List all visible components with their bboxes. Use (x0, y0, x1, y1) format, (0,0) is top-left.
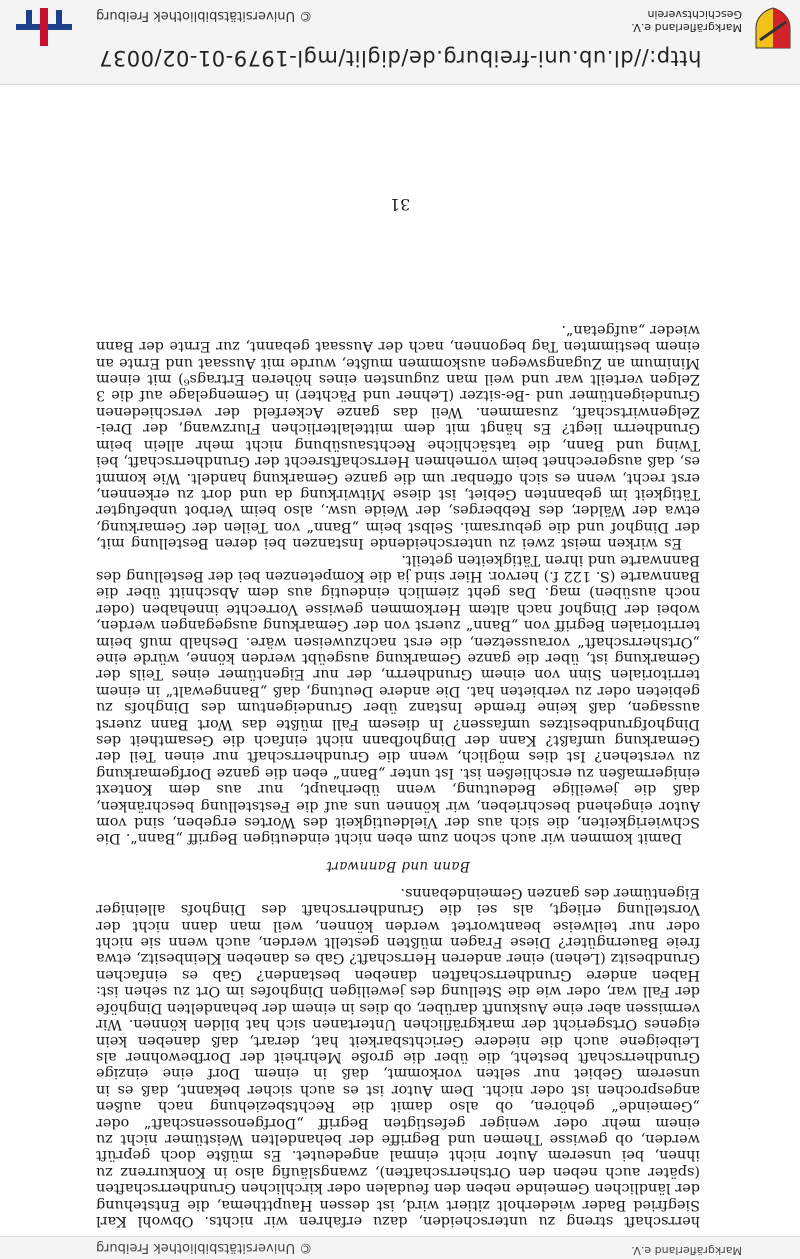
section-heading: Bann und Bannwart (326, 858, 470, 875)
document-page (96, 321, 700, 1229)
header-society-text: Markgräflerland e.V. (631, 1244, 742, 1257)
footer-bar (0, 0, 800, 85)
copyright-text: © Universitätsbibliothek Freiburg (96, 8, 313, 23)
paragraph: herrschaft streng zu unterscheiden, dazu erfahren wir nichts. Obwohl Karl Siegfried Bader wiederholt zitiert wird, ist dessen Hauptthema, die Entstehung der ländlichen Gemeinde neben den feudalen oder kirchlichen Grundherrschaften (später auch neben den Ortsherrschaften), zwangsläufig also in Konkurrenz zu ihnen, bei unserem Autor nicht einmal angedeutet. Es müßte doch geprüft werden, ob gewisse Themen und Begriffe der behandelten Weistümer nicht zu einem mehr oder weniger gefestigten Begriff „Dorfgenossenschaft“ oder „Gemeinde“ gehören, ob also damit die Rechtsbeziehung nach außen angesprochen ist oder nicht. Dem Autor ist es auch sicher bekannt, daß es in unserem Gebiet nur selten vorkommt, daß in einem Dorf eine einzige Grundherrschaft besteht, die über die große Mehrheit der Dorfbewohner als Leibeigene auch die niedere Gerichtsbarkeit hat, derart, daß daneben kein eigenes Ortsgericht der markgräflichen Untertanen sich hat bilden können. Wir vermissen aber eine Auskunft darüber, ob dies in einem der behandelten Dinghöfe der Fall war, oder wie die Stellung des jeweiligen Dinghofes im Ort zu sehen ist: Haben andere Grundherrschaften daneben bestanden? Gab es einfachen Grundbesitz (Lehen) einer anderen Herrschaft? Gab es daneben Kleinbesitz, etwa freie Bauerngüter? Diese Fragen müßten gestellt werden, auch wenn sie nicht oder nur teilweise beantwortet werden können, weil man dann nicht der Vorstellung erliegt, als sei die Grundherrschaft des Dinghofs alleiniger Eigentümer des ganzen Gemeindebanns. (96, 884, 700, 1229)
viewer-header-bar (0, 1236, 800, 1259)
paragraph: Damit kommen wir auch schon zum eben nicht eindeutigen Begriff „Bann“. Die Schwierigkeiten, die sich aus der Vieldeutigkeit des Wortes ergeben, sind vom Autor eingehend beschrieben, wir können uns auf die Feststellung beschränken, daß die jeweilige Bedeutung, wenn überhaupt, nur aus dem Kontext einigermaßen zu erschließen ist. Ist unter „Bann“ eben die ganze Dorfgemarkung zu verstehen? Ist dies möglich, wenn die Grundherrschaft nur einen Teil der Gemarkung umfaßt? Kann der Dinghofbann nicht einfach die Gesamtheit des Dinghofgrundbesitzes umfassen? In diesem Fall müßte das Wort Bann zuerst aussagen, daß keine fremde Instanz über Grundeigentum des Dinghofs zu gebieten oder zu verbieten hat. Die andere Deutung, daß „Banngewalt“ in einem territorialen Sinn von einem Grundherrn, der nur Eigentümer eines Teils der Gemarkung ist, über die ganze Gemarkung ausgeübt werden könne, würde eine „Ortsherrschaft“ voraussetzen, die erst nachzuweisen wäre. Deshalb muß beim territorialen Begriff von „Bann“ zuerst von der Gemarkung ausgegangen werden, wobei der Dinghof nach altem Herkommen gewisse Vorrechte innehaben (oder noch ausüben) mag. Das geht ziemlich eindeutig aus dem Abschnitt über die Bannwarte (S. 122 f.) hervor. Hier sind ja die Kompetenzen bei der Bestellung des Bannwarte und ihren Tätigkeiten geteilt. (96, 551, 700, 847)
society-name: Markgräflerland e.V. Geschichtsverein (631, 8, 742, 34)
coat-of-arms-icon (754, 6, 792, 50)
paragraph: Es wirken meist zwei zu unterscheidende Instanzen bei deren Bestellung mit, der Dinghof und die gebursami. Selbst beim „Bann“ von Teilen der Gemarkung, etwa der Wälder, des Rebberges, der Weide usw., also beim Verbot unbefugter Tätigkeit im gebannten Gebiet, ist diese Mitwirkung da und dort zu erkennen, erst recht, wenn es sich offenbar um die ganze Gemarkung handelt. Wie kommt es, daß ausgerechnet beim vornehmen Herrschaftsrecht der Grundherrschaft, bei Twing und Bann, die tatsächliche Rechtsausübung nicht mehr allein beim Grundherrn liegt? Es hängt mit dem mittelalterlichen Flurzwang, der Drei-Zelgenwirtschaft, zusammen. Weil das ganze Ackerfeld der verschiedenen Grundeigentümer und -Be-sitzer (Lehner und Pächter) in Gemengelage auf die 3 Zelgen verteilt war und weil man zugunsten eines höheren Ertrags⁶) mit einem Minimum an Zugangswegen auskommen mußte, wurde mit Aussaat und Ernte an einem bestimmten Tag begonnen, nach der Aussaat gebannt, zur Ernte der Bann wieder „aufgetan“. (96, 321, 700, 552)
ub-freiburg-logo-icon (12, 6, 76, 48)
permalink-url[interactable]: http://dl.ub.uni-freiburg.de/diglit/mgl-1979-01-02/0037 (98, 46, 702, 70)
header-copyright-text: © Universitätsbibliothek Freiburg (96, 1240, 313, 1255)
page-number: 31 (389, 195, 411, 214)
